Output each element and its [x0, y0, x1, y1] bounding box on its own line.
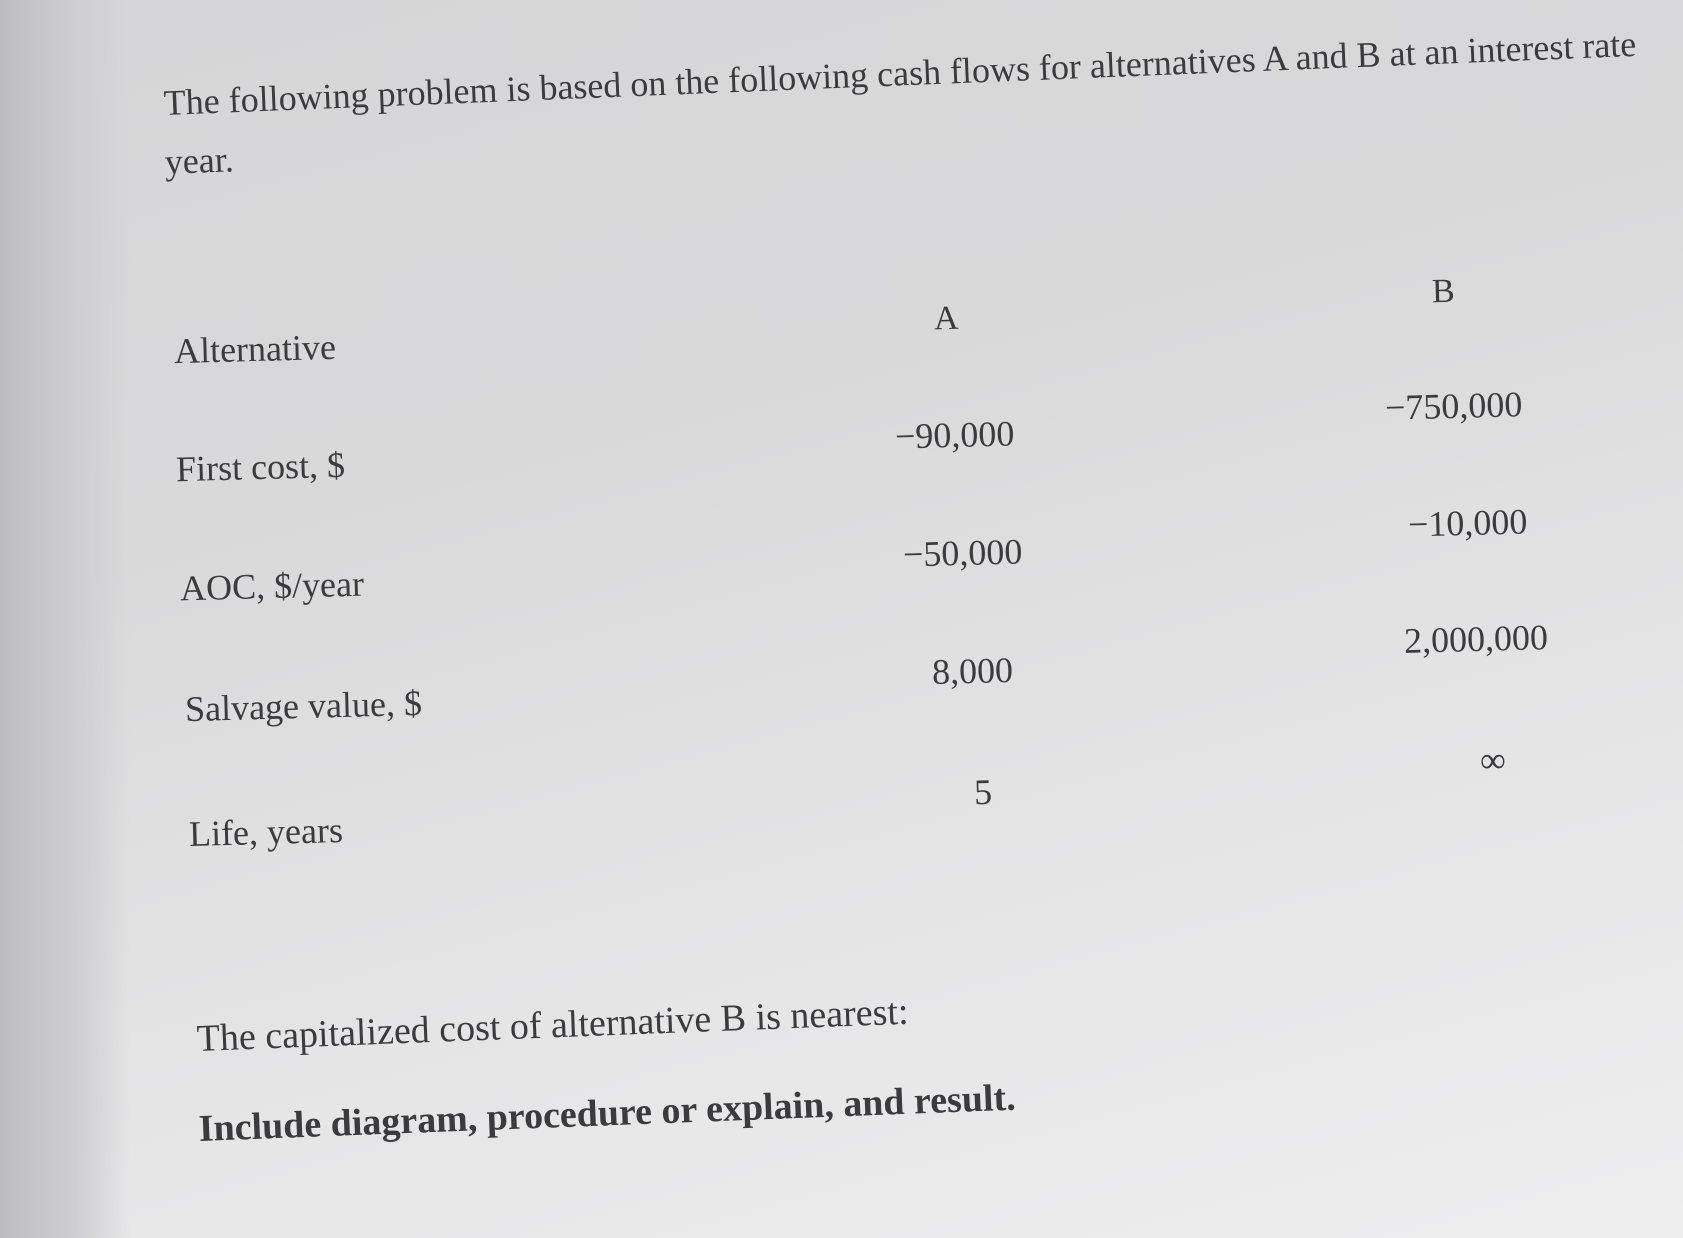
salvage-value-b: 2,000,000: [1403, 617, 1549, 661]
aoc-a: −50,000: [902, 531, 1023, 575]
row-label-aoc: AOC, $/year: [179, 563, 365, 609]
problem-intro-line-2: year.: [163, 139, 235, 182]
instruction-text: Include diagram, procedure or explain, and result.: [197, 1076, 1017, 1150]
column-header-alternative: Alternative: [173, 326, 337, 372]
life-a: 5: [973, 771, 993, 813]
aoc-b: −10,000: [1407, 501, 1528, 545]
question-text: The capitalized cost of alternative B is nearest:: [195, 990, 910, 1060]
row-label-salvage-value: Salvage value, $: [184, 682, 423, 730]
row-label-life: Life, years: [188, 809, 344, 855]
problem-intro-line-1: The following problem is based on the following cash flows for alternatives A and B at an interest rate: [162, 23, 1637, 123]
column-header-b: B: [1431, 272, 1456, 311]
first-cost-b: −750,000: [1384, 384, 1523, 428]
first-cost-a: −90,000: [894, 413, 1015, 457]
salvage-value-a: 8,000: [931, 649, 1014, 693]
row-label-first-cost: First cost, $: [175, 444, 346, 490]
column-header-a: A: [933, 299, 960, 338]
life-b: ∞: [1479, 739, 1507, 781]
